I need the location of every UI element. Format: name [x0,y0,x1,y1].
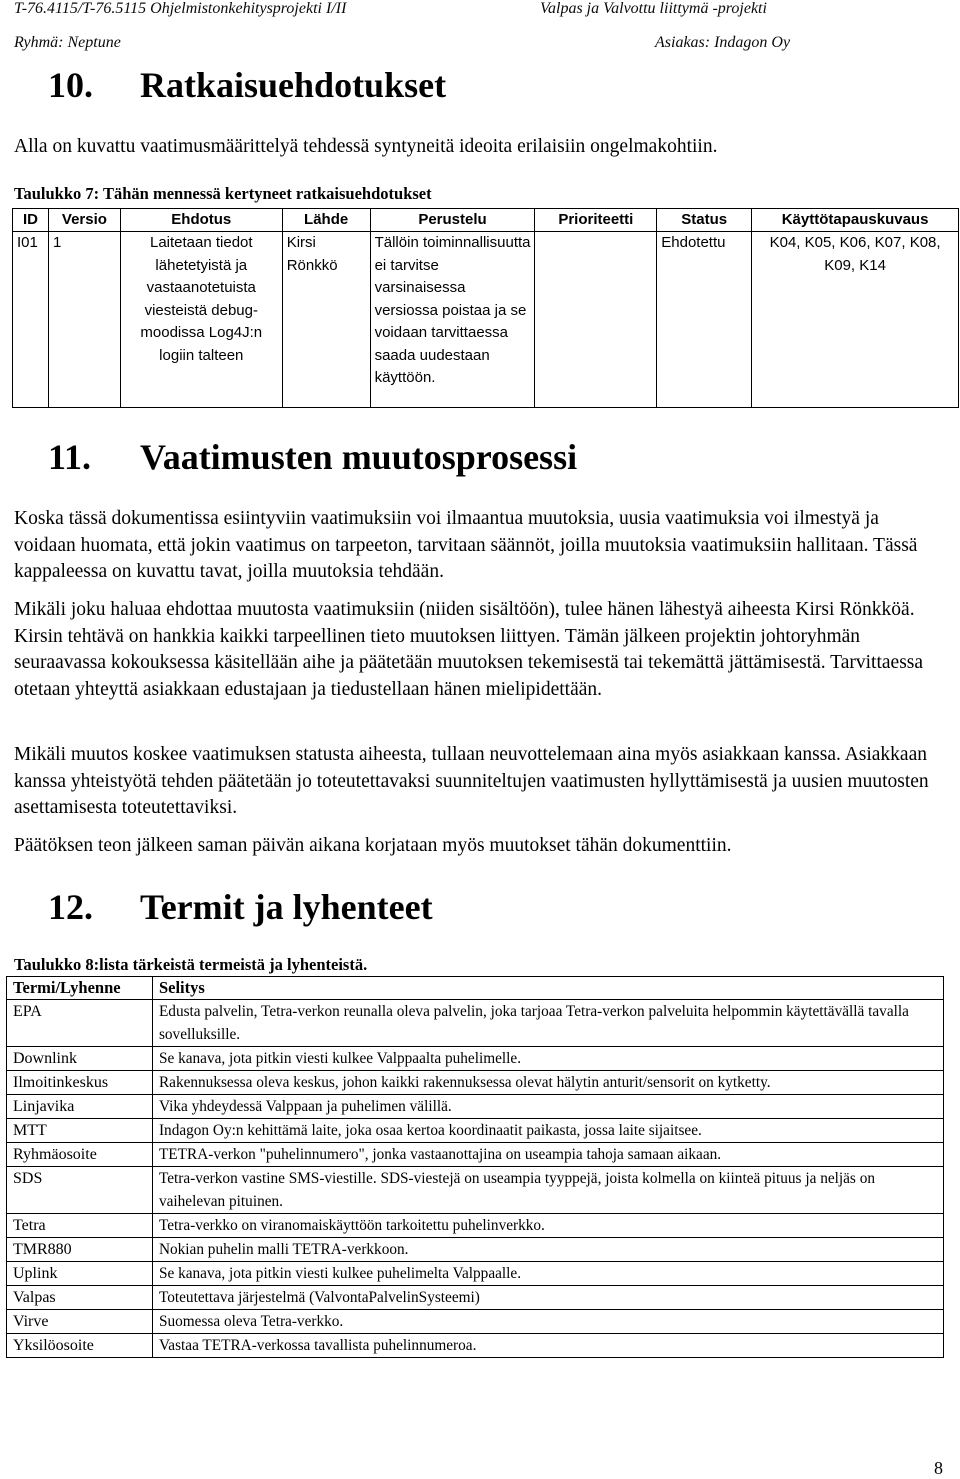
section-12-heading [48,886,433,928]
description-cell: Rakennuksessa oleva keskus, johon kaikki rakennuksessa olevat hälytin anturit/sensorit on kytketty. [152,1071,943,1095]
section-number: 11. [48,437,92,477]
description-cell: Toteutettava järjestelmä (ValvontaPalvelinSysteemi) [152,1286,943,1310]
section-number: 12. [48,887,93,927]
column-header: Termi/Lyhenne [7,977,153,1000]
cell-priority [535,232,657,408]
table-row [7,1071,944,1095]
section-11-paragraph: Mikäli joku haluaa ehdottaa muutosta vaatimuksiin (niiden sisältöön), tulee hänen lähestyä aiheesta Kirsi Rönkköä. Kirsin tehtävä on hankkia kaikki tarpeellinen tieto muutoksen liittyen. Tämän jälkeen projektin johtoryhmän seuraavassa kokouksessa käsitellään aihe ja päätetään muutoksen tekemisestä tai tekemättä jättämisestä. Tarvittaessa otetaan yhteyttä asiakkaan edustajaan ja tiedustellaan hänen mielipidettään. [14,599,924,700]
column-header: Selitys [152,977,943,1000]
column-header: Status [657,209,752,232]
term-cell: Tetra [7,1214,153,1238]
table-8 [6,976,944,1358]
column-header: Käyttötapauskuvaus [752,209,959,232]
cell-version: 1 [48,232,120,408]
header-group: Ryhmä: Neptune [14,34,121,51]
section-11-heading [48,436,577,478]
term-cell: Valpas [7,1286,153,1310]
term-cell: Ryhmäosoite [7,1143,153,1167]
description-cell: Suomessa oleva Tetra-verkko. [152,1310,943,1334]
column-header: Perustelu [370,209,535,232]
table-row [7,1262,944,1286]
header-customer: Asiakas: Indagon Oy [655,34,791,51]
table-8-caption: Taulukko 8:lista tärkeistä termeistä ja lyhenteistä. [14,955,368,974]
section-number: 10. [48,65,93,105]
term-cell: Uplink [7,1262,153,1286]
cell-source: Kirsi Rönkkö [282,232,370,408]
table-7-caption: Taulukko 7: Tähän mennessä kertyneet ratkaisuehdotukset [14,184,432,203]
term-cell: Linjavika [7,1095,153,1119]
section-10-intro: Alla on kuvattu vaatimusmäärittelyä tehdessä syntyneitä ideoita erilaisiin ongelmakohtiin. [14,136,718,157]
term-cell: MTT [7,1119,153,1143]
description-cell: Vika yhdeydessä Valppaan ja puhelimen välillä. [152,1095,943,1119]
description-cell: Indagon Oy:n kehittämä laite, joka osaa kertoa koordinaatit paikasta, jossa laite sijaitsee. [152,1119,943,1143]
table-row [7,1214,944,1238]
table-header-row [7,977,944,1000]
cell-id: I01 [13,232,49,408]
cell-status: Ehdotettu [657,232,752,408]
description-cell: Nokian puhelin malli TETRA-verkkoon. [152,1238,943,1262]
description-cell: Se kanava, jota pitkin viesti kulkee Valppaalta puhelimelle. [152,1047,943,1071]
description-cell: Tetra-verkon vastine SMS-viestille. SDS-viestejä on useampia tyyppejä, joista kolmella on kiinteä pituus ja neljäs on vaihelevan pituinen. [152,1167,943,1214]
term-cell: EPA [7,1000,153,1047]
description-cell: Tetra-verkko on viranomaiskäyttöön tarkoitettu puhelinverkko. [152,1214,943,1238]
table-row [13,232,959,408]
page-number: 8 [934,1458,943,1478]
description-cell: Vastaa TETRA-verkossa tavallista puhelinnumeroa. [152,1334,943,1358]
term-cell: TMR880 [7,1238,153,1262]
section-11-paragraph: Koska tässä dokumentissa esiintyviin vaatimuksiin voi ilmaantua muutoksia, uusia vaatimuksia voi ilmestyä ja voidaan huomata, että jokin vaatimus on tarpeeton, tarvitaan säännöt, joilla muutoksia vaatimuksiin hallitaan. Tässä kappaleessa on kuvattu tavat, joilla muutoksia tehdään. [14,508,918,582]
section-title: Termit ja lyhenteet [140,887,433,927]
term-cell: Virve [7,1310,153,1334]
table-row [7,1119,944,1143]
table-row [7,1167,944,1214]
term-cell: Downlink [7,1047,153,1071]
term-cell: Yksilöosoite [7,1334,153,1358]
header-project: Valpas ja Valvottu liittymä -projekti [540,0,767,17]
column-header: Ehdotus [120,209,282,232]
description-cell: Se kanava, jota pitkin viesti kulkee puhelimelta Valppaalle. [152,1262,943,1286]
column-header: Prioriteetti [535,209,657,232]
table-row [7,1286,944,1310]
cell-proposal: Laitetaan tiedot lähetetyistä ja vastaanotetuista viesteistä debug-moodissa Log4J:n logiin talteen [120,232,282,408]
table-row [7,1047,944,1071]
cell-use-cases: K04, K05, K06, K07, K08, K09, K14 [752,232,959,408]
column-header: ID [13,209,49,232]
column-header: Versio [48,209,120,232]
table-row [7,1143,944,1167]
table-row [7,1000,944,1047]
term-cell: SDS [7,1167,153,1214]
section-11-paragraph: Päätöksen teon jälkeen saman päivän aikana korjataan myös muutokset tähän dokumenttiin. [14,835,732,856]
table-7 [12,208,959,408]
description-cell: TETRA-verkon "puhelinnumero", jonka vastaanottajina on useampia tahoja samaan aikaan. [152,1143,943,1167]
table-row [7,1334,944,1358]
table-row [7,1238,944,1262]
table-header-row [13,209,959,232]
section-10-heading [48,64,446,106]
section-title: Vaatimusten muutosprosessi [140,437,578,477]
table-row [7,1310,944,1334]
column-header: Lähde [282,209,370,232]
cell-reason: Tällöin toiminnallisuutta ei tarvitse varsinaisessa versiossa poistaa ja se voidaan tarvittaessa saada uudestaan käyttöön. [370,232,535,408]
section-title: Ratkaisuehdotukset [140,65,447,105]
term-cell: Ilmoitinkeskus [7,1071,153,1095]
table-row [7,1095,944,1119]
description-cell: Edusta palvelin, Tetra-verkon reunalla oleva palvelin, joka tarjoaa Tetra-verkon palveluita helpommin käytettävällä tavalla sovelluksille. [152,1000,943,1047]
header-course: T-76.4115/T-76.5115 Ohjelmistonkehitysprojekti I/II [14,0,347,17]
section-11-paragraph: Mikäli muutos koskee vaatimuksen statusta aiheesta, tullaan neuvottelemaan aina myös asiakkaan kanssa. Asiakkaan kanssa yhteistyötä tehden päätetään jo toteutettavaksi suunniteltujen vaatimusten hyllyttämisestä ja uusien muutosten asettamisesta toteutettaviksi. [14,744,929,818]
